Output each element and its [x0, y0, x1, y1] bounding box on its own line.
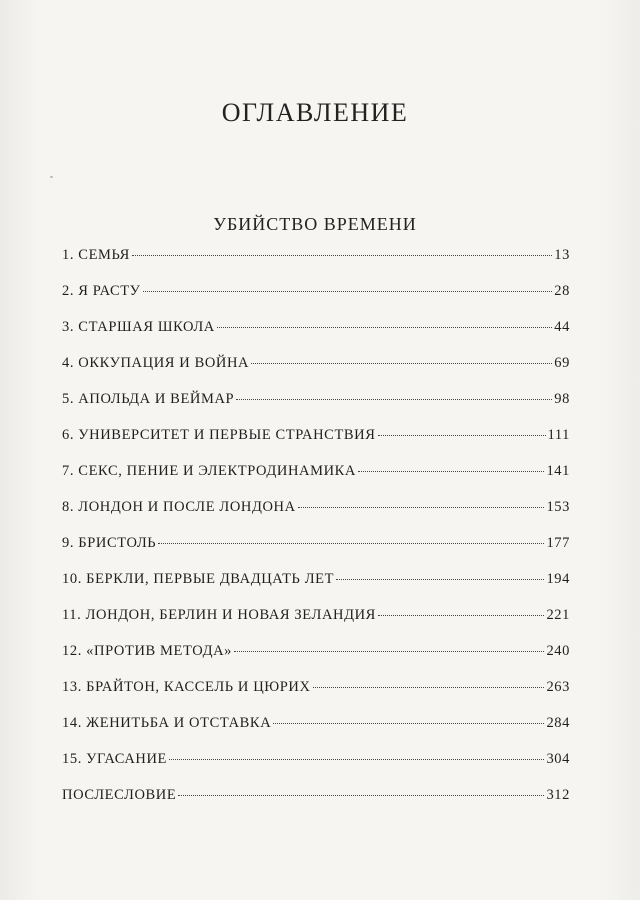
toc-dot-leader	[169, 759, 544, 760]
toc-entry-label: 13. БРАЙТОН, КАССЕЛЬ И ЦЮРИХ	[62, 679, 311, 695]
toc-entry-page-number: 28	[554, 283, 570, 299]
toc-entry	[62, 787, 570, 823]
toc-entry-page-number: 13	[554, 247, 570, 263]
toc-entry-label: 5. АПОЛЬДА И ВЕЙМАР	[62, 391, 235, 407]
toc-dot-leader	[132, 255, 552, 256]
toc-entry-label: ПОСЛЕСЛОВИЕ	[62, 787, 177, 803]
toc-dot-leader	[378, 615, 544, 616]
toc-entry	[62, 571, 570, 607]
toc-dot-leader	[378, 435, 546, 436]
toc-entry	[62, 751, 570, 787]
toc-dot-leader	[358, 471, 544, 472]
toc-entry-page-number: 221	[546, 607, 570, 623]
toc-entry-page-number: 69	[554, 355, 570, 371]
toc-entry	[62, 427, 570, 463]
toc-entry	[62, 247, 570, 283]
toc-entry-label: 4. ОККУПАЦИЯ И ВОЙНА	[62, 355, 250, 371]
toc-entry-label: 9. БРИСТОЛЬ	[62, 535, 157, 551]
toc-entry	[62, 643, 570, 679]
toc-entry-page-number: 153	[546, 499, 570, 515]
toc-entry-label: 12. «ПРОТИВ МЕТОДА»	[62, 643, 232, 659]
toc-entry	[62, 679, 570, 715]
toc-entry-page-number: 177	[546, 535, 570, 551]
toc-dot-leader	[143, 291, 553, 292]
toc-dot-leader	[178, 795, 544, 796]
toc-dot-leader	[251, 363, 552, 364]
toc-entry-page-number: 304	[546, 751, 570, 767]
table-of-contents	[62, 247, 570, 823]
toc-entry-label: 2. Я РАСТУ	[62, 283, 141, 299]
toc-entry-page-number: 98	[554, 391, 570, 407]
toc-entry	[62, 319, 570, 355]
toc-entry-label: 11. ЛОНДОН, БЕРЛИН И НОВАЯ ЗЕЛАНДИЯ	[62, 607, 376, 623]
toc-entry	[62, 355, 570, 391]
toc-entry-label: 15. УГАСАНИЕ	[62, 751, 167, 767]
toc-entry	[62, 391, 570, 427]
toc-entry-label: 14. ЖЕНИТЬБА И ОТСТАВКА	[62, 715, 272, 731]
toc-entry-page-number: 44	[554, 319, 570, 335]
toc-entry	[62, 463, 570, 499]
toc-dot-leader	[217, 327, 552, 328]
toc-entry-page-number: 284	[546, 715, 570, 731]
toc-entry-page-number: 312	[546, 787, 570, 803]
toc-dot-leader	[234, 651, 544, 652]
toc-entry-page-number: 194	[546, 571, 570, 587]
toc-entry-label: 6. УНИВЕРСИТЕТ И ПЕРВЫЕ СТРАНСТВИЯ	[62, 427, 376, 443]
toc-dot-leader	[298, 507, 545, 508]
paper-speck	[50, 176, 53, 178]
toc-entry-page-number: 240	[546, 643, 570, 659]
toc-entry-page-number: 111	[547, 427, 570, 443]
toc-entry-label: 3. СТАРШАЯ ШКОЛА	[62, 319, 215, 335]
page-title: ОГЛАВЛЕНИЕ	[221, 98, 409, 127]
toc-entry	[62, 715, 570, 751]
toc-dot-leader	[313, 687, 545, 688]
toc-dot-leader	[336, 579, 544, 580]
toc-dot-leader	[236, 399, 552, 400]
toc-dot-leader	[273, 723, 544, 724]
toc-entry-page-number: 141	[546, 463, 570, 479]
toc-entry-label: 7. СЕКС, ПЕНИЕ И ЭЛЕКТРОДИНАМИКА	[62, 463, 356, 479]
toc-entry	[62, 283, 570, 319]
toc-entry-label: 8. ЛОНДОН И ПОСЛЕ ЛОНДОНА	[62, 499, 296, 515]
toc-entry-label: 1. СЕМЬЯ	[62, 247, 130, 263]
toc-entry	[62, 535, 570, 571]
toc-entry	[62, 607, 570, 643]
toc-entry	[62, 499, 570, 535]
toc-entry-page-number: 263	[546, 679, 570, 695]
toc-dot-leader	[158, 543, 544, 544]
toc-entry-label: 10. БЕРКЛИ, ПЕРВЫЕ ДВАДЦАТЬ ЛЕТ	[62, 571, 335, 587]
part-title: УБИЙСТВО ВРЕМЕНИ	[213, 214, 417, 234]
